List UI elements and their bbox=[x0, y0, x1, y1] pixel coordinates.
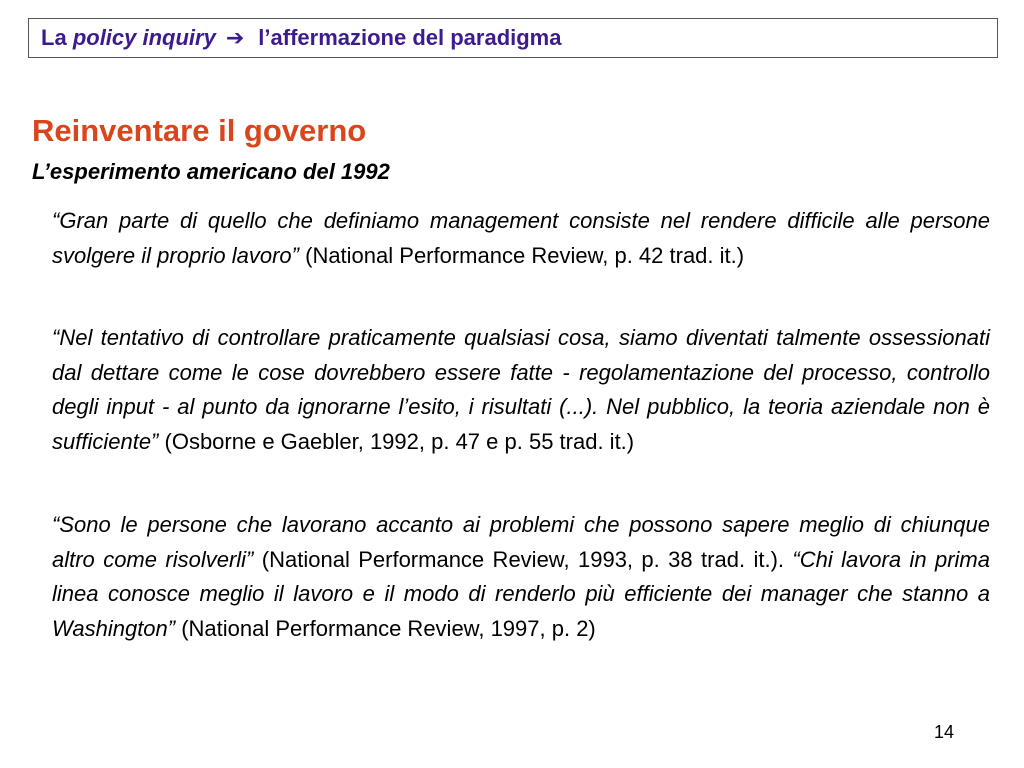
quote-citation: (National Performance Review, 1997, p. 2) bbox=[175, 615, 596, 641]
section-subtitle: L’esperimento americano del 1992 bbox=[32, 159, 390, 184]
quote-3 bbox=[52, 508, 990, 646]
slide-header bbox=[28, 18, 998, 58]
quote-2 bbox=[52, 321, 990, 459]
quote-citation: (National Performance Review, 1993, p. 38 trad. it.). bbox=[253, 546, 793, 572]
header-prefix: La bbox=[41, 25, 67, 50]
page-number: 14 bbox=[934, 722, 955, 742]
quote-text: “Nel tentativo di controllare praticamente qualsiasi cosa, siamo diventati talmente ossessionati dal dettare come le cose dovrebbero essere fatte - regolamentazione del processo, controllo degli input - al punto da ignorarne l’esito, i risultati (...). Nel pubblico, la teoria aziendale non è sufficiente” bbox=[52, 325, 990, 454]
arrow-right-icon: ➔ bbox=[225, 25, 245, 50]
section-title: Reinventare il governo bbox=[32, 113, 367, 148]
quote-1 bbox=[52, 204, 990, 273]
quote-citation: (National Performance Review, p. 42 trad. it.) bbox=[299, 242, 745, 268]
quote-text: “Gran parte di quello che definiamo management consiste nel rendere difficile alle persone svolgere il proprio lavoro” bbox=[52, 208, 990, 268]
header-term: policy inquiry bbox=[72, 25, 216, 50]
quote-text: “Sono le persone che lavorano accanto ai problemi che possono sapere meglio di chiunque altro come risolverli” bbox=[52, 512, 990, 572]
quote-citation: (Osborne e Gaebler, 1992, p. 47 e p. 55 trad. it.) bbox=[158, 428, 635, 454]
quote-text: “Chi lavora in prima linea conosce meglio il lavoro e il modo di renderlo più efficiente dei manager che stanno a Washington” bbox=[52, 546, 990, 641]
header-suffix: l’affermazione del paradigma bbox=[258, 25, 562, 50]
